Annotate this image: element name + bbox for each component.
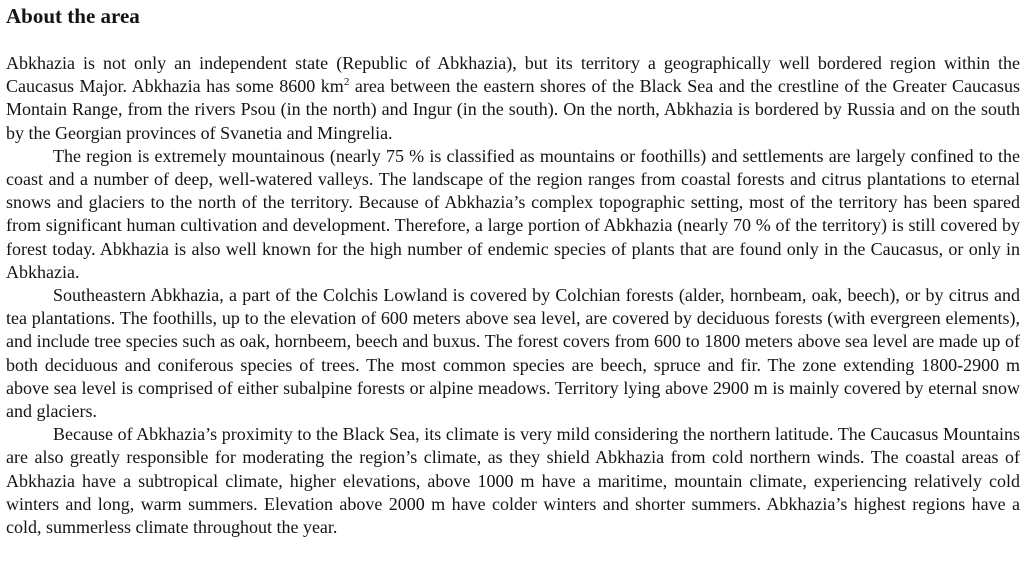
paragraph-landscape: The region is extremely mountainous (nearly 75 % is classified as mountains or foothills) and settlements are largely confined to the coast and a number of deep, well-watered valleys. The landscape of the region ranges from coastal forests and citrus plantations to eternal snows and glaciers to the north of the territory. Because of Abkhazia’s complex topographic setting, most of the territory has been spared from significant human cultivation and development. Therefore, a large portion of Abkhazia (nearly 70 % of the territory) is still covered by forest today. Abkhazia is also well known for the high number of endemic species of plants that are found only in the Caucasus, or only in Abkhazia. xyxy=(6,145,1020,282)
paragraph-climate: Because of Abkhazia’s proximity to the Black Sea, its climate is very mild considering the northern latitude. The Caucasus Mountains are also greatly responsible for moderating the region’s climate, as they shield Abkhazia from cold northern winds. The coastal areas of Abkhazia have a subtropical climate, higher elevations, above 1000 m have a maritime, mountain climate, experiencing relatively cold winters and long, warm summers. Elevation above 2000 m have colder winters and shorter summers. Abkhazia’s highest regions have a cold, summerless climate throughout the year. xyxy=(6,424,1020,538)
section-heading: About the area xyxy=(6,4,140,28)
paragraph-overview-text: Abkhazia is not only an independent state (Republic of Abkhazia), but its territory a geographically well bordered region within the Caucasus Major. Abkhazia has some 8600 km xyxy=(6,53,1020,97)
paragraph-overview-text-continued: area between the eastern shores of the Black Sea and the crestline of the Greater Caucasus Montain Range, from the rivers Psou (in the north) and Ingur (in the south). On the north, Abkhazia is bordered by Russia and on the south by the Georgian provinces of Svanetia and Mingrelia. xyxy=(6,76,1020,143)
article-body xyxy=(6,52,1020,539)
area-unit-superscript: 2 xyxy=(343,76,350,89)
paragraph-overview xyxy=(6,52,1020,145)
paragraph-vegetation: Southeastern Abkhazia, a part of the Colchis Lowland is covered by Colchian forests (alder, hornbeam, oak, beech), or by citrus and tea plantations. The foothills, up to the elevation of 600 meters above sea level, are covered by deciduous forests (with evergreen elements), and include tree species such as oak, hornbeem, beech and buxus. The forest covers from 600 to 1800 meters above sea level are made up of both deciduous and coniferous species of trees. The most common species are beech, spruce and fir. The zone extending 1800-2900 m above sea level is comprised of either subalpine forests or alpine meadows. Territory lying above 2900 m is mainly covered by eternal snow and glaciers. xyxy=(6,285,1020,422)
